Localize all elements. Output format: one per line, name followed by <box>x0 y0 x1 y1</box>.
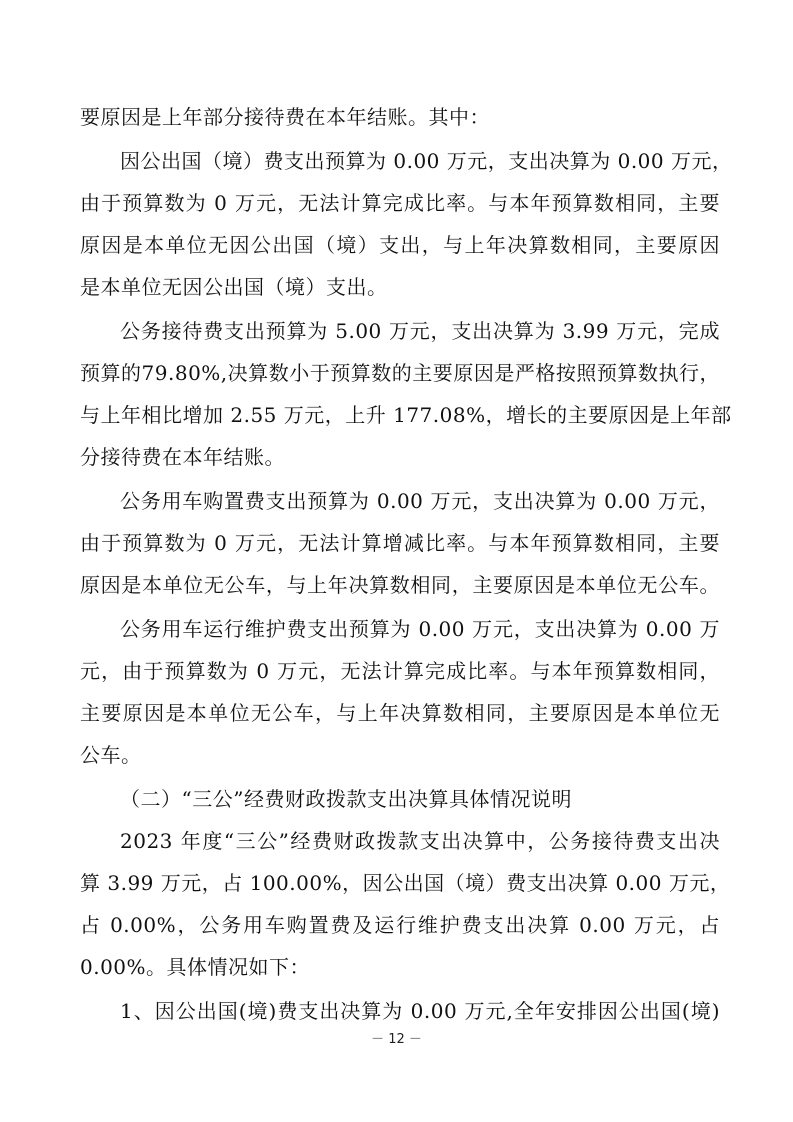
paragraph-line: 公务用车购置费支出预算为 0.00 万元，支出决算为 0.00 万元， <box>120 489 720 513</box>
paragraph-line: 占 0.00%，公务用车购置费及运行维护费支出决算 0.00 万元，占 <box>80 913 720 937</box>
paragraph-line: 主要原因是本单位无公车，与上年决算数相同，主要原因是本单位无 <box>80 701 720 725</box>
paragraph-line: 公务接待费支出预算为 5.00 万元，支出决算为 3.99 万元，完成 <box>120 319 720 343</box>
paragraph-line: 0.00%。具体情况如下： <box>80 955 311 979</box>
paragraph-line: 由于预算数为 0 万元，无法计算增减比率。与本年预算数相同，主要 <box>80 531 720 555</box>
paragraph-line: 分接待费在本年结账。 <box>80 445 285 469</box>
paragraph-line: 是本单位无因公出国（境）支出。 <box>80 275 388 299</box>
paragraph-line: 预算的79.80%,决算数小于预算数的主要原因是严格按照预算数执行， <box>80 361 720 385</box>
paragraph-line: 因公出国（境）费支出预算为 0.00 万元，支出决算为 0.00 万元， <box>120 149 733 173</box>
section-heading: （二）“三公”经费财政拨款支出决算具体情况说明 <box>120 787 572 811</box>
paragraph-line: 要原因是上年部分接待费在本年结账。其中： <box>80 105 490 129</box>
paragraph-line: 元，由于预算数为 0 万元，无法计算完成比率。与本年预算数相同， <box>80 659 720 683</box>
paragraph-line: 算 3.99 万元，占 100.00%，因公出国（境）费支出决算 0.00 万元， <box>80 871 731 895</box>
paragraph-line: 由于预算数为 0 万元，无法计算完成比率。与本年预算数相同，主要 <box>80 191 720 215</box>
paragraph-line: 原因是本单位无公车，与上年决算数相同，主要原因是本单位无公车。 <box>80 573 720 597</box>
paragraph-line: 与上年相比增加 2.55 万元，上升 177.08%，增长的主要原因是上年部 <box>80 403 732 427</box>
paragraph-line: 1、因公出国(境)费支出决算为 0.00 万元,全年安排因公出国(境) <box>120 999 720 1023</box>
page-number: － 12 － <box>371 1032 422 1047</box>
paragraph-line: 公务用车运行维护费支出预算为 0.00 万元，支出决算为 0.00 万 <box>120 617 720 641</box>
paragraph-line: 2023 年度“三公”经费财政拨款支出决算中，公务接待费支出决 <box>120 829 720 853</box>
paragraph-line: 原因是本单位无因公出国（境）支出，与上年决算数相同，主要原因 <box>80 233 720 257</box>
paragraph-line: 公车。 <box>80 743 142 767</box>
